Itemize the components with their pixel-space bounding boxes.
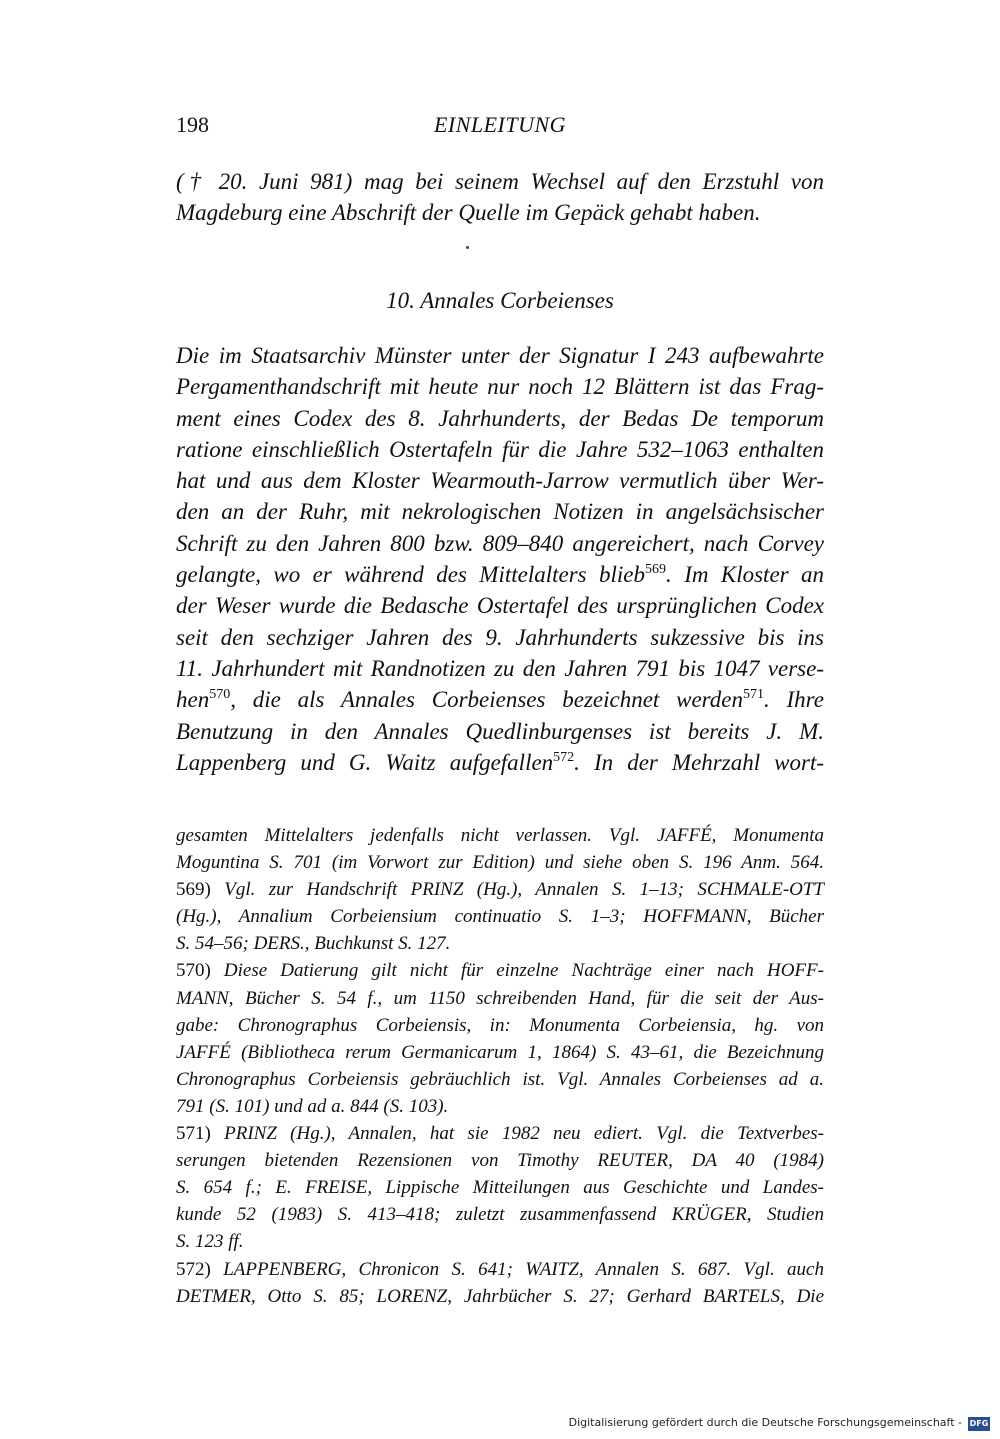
footnote-line: gabe: Chronographus Corbeiensis, in: Monumenta Corbeiensia, hg. von [176,1014,824,1036]
footnote-line: Moguntina S. 701 (im Vorwort zur Edition) und siehe oben S. 196 Anm. 564. [176,852,824,874]
footnote-line: 791 (S. 101) und ad a. 844 (S. 103). [176,1095,449,1117]
footnote-number: 571) [176,1123,211,1145]
body-line [176,747,824,778]
main-body-paragraph [176,340,824,778]
footnote-text: Diese Datierung gilt nicht für einzelne Nachträge einer nach HOFF- [210,960,824,982]
footnote-text: Vgl. zur Handschrift PRINZ (Hg.), Annalen S. 1–13; SCHMALE-OTT [210,879,824,901]
footnote-number: 572) [176,1258,211,1280]
body-line: ment eines Codex des 8. Jahrhunderts, der Bedas De temporum [176,405,824,431]
footnote-line: MANN, Bücher S. 54 f., um 1150 schreibenden Hand, für die seit der Aus- [176,987,824,1009]
body-line: Schrift zu den Jahren 800 bzw. 809–840 angereichert, nach Corvey [176,530,824,556]
page-header [176,112,824,144]
body-line: Benutzung in den Annales Quedlinburgenses ist bereits J. M. [176,718,824,744]
footnote-line: S. 54–56; DERS., Buchkunst S. 127. [176,933,451,955]
body-line [176,684,824,715]
footnote-line: S. 123 ff. [176,1231,244,1253]
footnote-line: DETMER, Otto S. 85; LORENZ, Jahrbücher S. 27; Gerhard BARTELS, Die [176,1285,824,1307]
body-line: den an der Ruhr, mit nekrologischen Notizen in angelsächsischer [176,499,824,525]
digitization-credit: Digitalisierung gefördert durch die Deutsche Forschungsgemeinschaft - [568,1416,962,1429]
body-text: gelangte, wo er während des Mittelalters blieb [176,562,646,588]
body-line: Die im Staatsarchiv Münster unter der Signatur I 243 aufbewahrte [176,343,824,368]
body-text: , die als Annales Corbeienses bezeichnet werden [230,687,743,713]
carry-over-line: Magdeburg eine Abschrift der Quelle im Gepäck gehabt haben. [176,200,761,226]
footnote-line: S. 654 f.; E. FREISE, Lippische Mitteilungen aus Geschichte und Landes- [176,1177,824,1199]
body-line: ratione einschließlich Ostertafeln für die Jahre 532–1063 enthalten [176,436,824,462]
body-text: . In der Mehrzahl wort- [574,749,824,775]
footnote-number: 570) [176,960,211,982]
footnote-ref-572[interactable]: 572 [553,749,575,765]
body-line: hat und aus dem Kloster Wearmouth-Jarrow vermutlich über Wer- [176,468,824,494]
footnotes [176,822,824,1310]
body-line: seit den sechziger Jahren des 9. Jahrhunderts sukzessive bis ins [176,624,824,650]
footnote-ref-569[interactable]: 569 [645,562,667,578]
section-heading: 10. Annales Corbeienses [386,288,614,313]
footnote-text: PRINZ (Hg.), Annalen, hat sie 1982 neu ediert. Vgl. die Textverbes- [210,1123,824,1145]
footnote-line: (Hg.), Annalium Corbeiensium continuatio S. 1–3; HOFFMANN, Bücher [176,906,824,928]
footnote-line: kunde 52 (1983) S. 413–418; zuletzt zusammenfassend KRÜGER, Studien [176,1204,824,1226]
page-number: 198 [176,112,209,137]
footnote-line: serungen bietenden Rezensionen von Timothy REUTER, DA 40 (1984) [176,1150,824,1172]
dfg-logo: DFG [968,1417,990,1431]
carry-over-line: († 20. Juni 981) mag bei seinem Wechsel auf den Erzstuhl von [176,169,824,194]
stray-dot [466,246,469,249]
body-text: . Im Kloster an [666,562,825,588]
footnote-571 [176,1120,824,1147]
body-line: Pergamenthandschrift mit heute nur noch 12 Blättern ist das Frag- [176,374,824,400]
footnote-number: 569) [176,879,211,901]
footnote-570 [176,957,824,984]
body-text: . Ihre [763,687,824,713]
body-text: Lappenberg und G. Waitz aufgefallen [176,749,554,775]
footnote-line: Chronographus Corbeiensis gebräuchlich ist. Vgl. Annales Corbeienses ad a. [176,1068,824,1090]
body-text: hen [176,687,210,713]
footnote-572 [176,1256,824,1283]
footnote-569 [176,876,824,903]
body-line: der Weser wurde die Bedasche Ostertafel des ursprünglichen Codex [176,593,824,619]
footnote-text: LAPPENBERG, Chronicon S. 641; WAITZ, Annalen S. 687. Vgl. auch [210,1258,824,1280]
footnote-ref-570[interactable]: 570 [209,687,231,703]
footnote-line: gesamten Mittelalters jedenfalls nicht verlassen. Vgl. JAFFÉ, Monumenta [176,825,824,846]
body-line [176,559,824,590]
footnote-ref-571[interactable]: 571 [742,687,764,703]
carry-over-paragraph [176,166,824,229]
body-line: 11. Jahrhundert mit Randnotizen zu den Jahren 791 bis 1047 verse- [176,655,824,681]
footnote-line: JAFFÉ (Bibliotheca rerum Germanicarum 1, 1864) S. 43–61, die Bezeichnung [176,1041,824,1063]
running-title: EINLEITUNG [433,112,567,137]
